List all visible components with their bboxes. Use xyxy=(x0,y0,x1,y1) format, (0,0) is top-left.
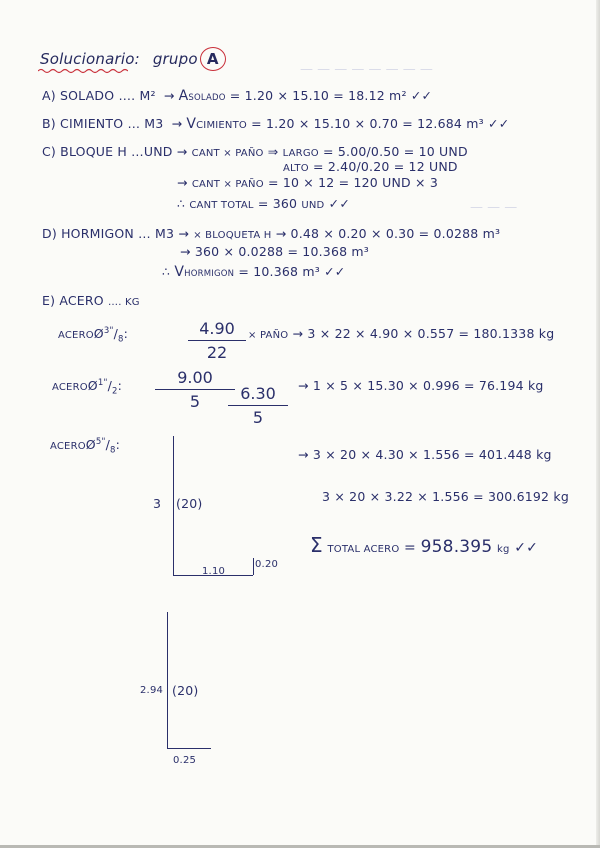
section-c-total: ∴ CANT TOTAL = 360 UND ✓✓ xyxy=(177,196,350,211)
acero-5-8-label: $ACEROØ^{5"}/_8$: xyxy=(50,437,121,456)
diagram-2-count-label: (20) xyxy=(172,683,199,698)
diagram-1-hook-label: 0.20 xyxy=(255,559,279,570)
acero-5-8-calc-1: → 3 × 20 × 4.30 × 1.556 = 401.448 kg xyxy=(298,447,552,462)
section-c-cant: → CANT × PAÑO = 10 × 12 = 120 UND × 3 xyxy=(177,175,439,190)
acero-5-8-calc-2: 3 × 20 × 3.22 × 1.556 = 300.6192 kg xyxy=(322,489,569,504)
show-through-text: — — — xyxy=(470,200,518,215)
section-b-line: B) CIMIENTO … M3 → VCIMIENTO = 1.20 × 15.10 × 0.70 = 12.684 m³ ✓✓ xyxy=(42,116,510,132)
acero-3-8-calc: × PAÑO → 3 × 22 × 4.90 × 0.557 = 180.1338 kg xyxy=(248,326,555,341)
diagram-1-count-label: (20) xyxy=(176,496,203,511)
section-d-total: ∴ VHORMIGON = 10.368 m³ ✓✓ xyxy=(162,264,346,280)
acero-3-8-fraction: 4.90 22 xyxy=(188,319,246,362)
acero-1-2-fraction-2: 6.30 5 xyxy=(228,384,288,427)
acero-1-2-fraction-1: 9.00 5 xyxy=(155,368,235,411)
diagram-2-vertical-bar xyxy=(167,612,168,748)
diagram-1-height-label: 3 xyxy=(153,496,162,511)
acero-1-2-calc: → 1 × 5 × 15.30 × 0.996 = 76.194 kg xyxy=(298,378,544,393)
total-acero: Σ TOTAL ACERO = 958.395 kg ✓✓ xyxy=(310,533,539,557)
section-d-line: D) HORMIGON … M3 → × BLOQUETA H → 0.48 × 0.20 × 0.30 = 0.0288 m³ xyxy=(42,226,501,241)
acero-3-8-label: $ACEROØ^{3"}/_8$: xyxy=(58,326,129,345)
acero-1-2-label: $ACEROØ^{1"}/_2$: xyxy=(52,378,123,397)
section-d-calc: → 360 × 0.0288 = 10.368 m³ xyxy=(180,244,370,259)
diagram-1-vertical-bar xyxy=(173,436,174,575)
title-underline-squiggle xyxy=(38,68,128,74)
section-c-alto: ALTO = 2.40/0.20 = 12 UND xyxy=(283,159,458,174)
section-c-line: C) BLOQUE H …UND → CANT × PAÑO ⇒ LARGO = 5.00/0.50 = 10 UND xyxy=(42,144,468,159)
diagram-2-base-label: 0.25 xyxy=(173,755,197,766)
page-title: Solucionario: grupo A xyxy=(40,47,226,71)
diagram-2-horizontal-bar xyxy=(167,748,211,749)
section-a-line: A) SOLADO …. M² → ASOLADO = 1.20 × 15.10 = 18.12 m² ✓✓ xyxy=(42,88,433,104)
diagram-1-hook xyxy=(253,558,254,575)
diagram-1-base-label: 1.10 xyxy=(202,566,226,577)
diagram-2-height-label: 2.94 xyxy=(140,685,164,696)
section-e-line: E) ACERO …. KG xyxy=(42,293,140,308)
show-through-text: — — — — — — — — xyxy=(300,62,433,77)
page-edge-right xyxy=(596,0,600,848)
group-circle: A xyxy=(200,47,226,71)
